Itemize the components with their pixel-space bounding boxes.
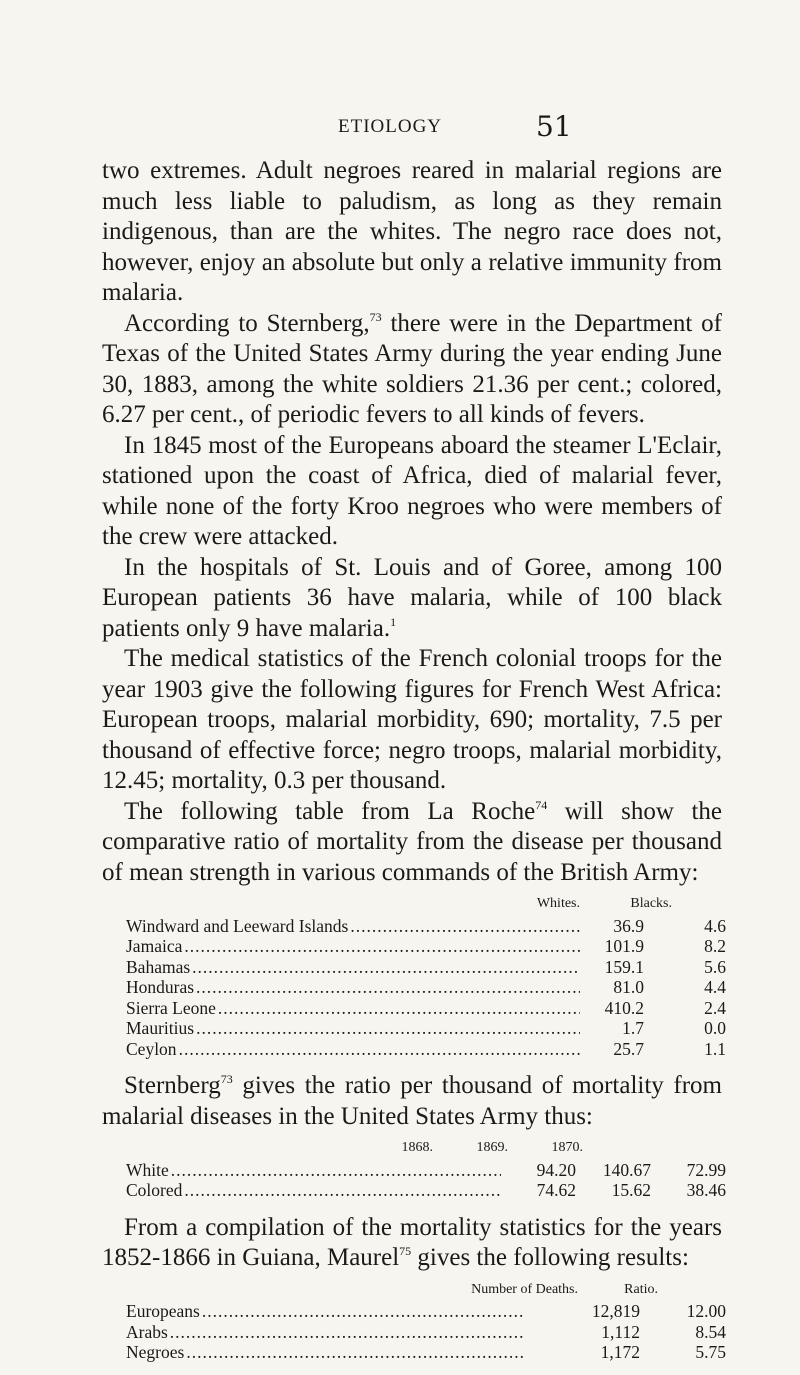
p8-text-a: From a compilation of the mortality statistics for the years 1852-1866 in Guiana, Maurel: [102, 1213, 722, 1271]
cell-whites: 1.7: [622, 1018, 644, 1038]
p4-text-a: In the hospitals of St. Louis and of Goree, among 100 European patients 36 have malaria, while of 100 black patients only 9 have malaria.: [102, 553, 722, 642]
row-label: Honduras: [126, 977, 195, 997]
table-british-army: [126, 894, 726, 1059]
row-label: Negroes: [126, 1342, 185, 1362]
paragraph-7: [102, 1071, 722, 1132]
column-header-1869: 1869.: [476, 1140, 508, 1155]
row-label: Colored: [126, 1180, 183, 1200]
page-number: 51: [536, 110, 572, 143]
cell-1868: 94.20: [536, 1159, 576, 1180]
footnote-ref: 73: [369, 309, 382, 324]
cell-deaths: 1,112: [601, 1321, 640, 1342]
footnote-ref: 1: [390, 614, 397, 629]
cell-blacks: 4.6: [704, 915, 726, 936]
footnote-ref: 75: [399, 1244, 412, 1258]
row-label: Mauritius: [126, 1018, 195, 1038]
row-label: White: [126, 1159, 169, 1180]
table-row: [126, 1180, 726, 1201]
cell-ratio: 5.75: [695, 1342, 726, 1362]
p2-text-b: there were in the Department of Texas of the United States Army during the year ending June 30, 1883, among the white soldiers 21.36 per cent.; colored, 6.27 per cent., of periodic fevers to all kinds of fevers.: [102, 309, 722, 428]
row-label: Ceylon: [126, 1038, 177, 1059]
p7-text-b: gives the ratio per thousand of mortality from malarial diseases in the United States Army thus:: [102, 1072, 722, 1130]
cell-blacks: 8.2: [704, 936, 726, 956]
table-header: [126, 894, 726, 915]
cell-whites: 25.7: [613, 1038, 644, 1059]
table-header: [126, 1280, 726, 1301]
cell-blacks: 4.4: [704, 977, 726, 997]
p6-text-b: will show the comparative ratio of mortality from the disease per thousand of mean strength in various commands of the British Army:: [102, 797, 723, 886]
table-row: [126, 1301, 726, 1322]
cell-1870: 38.46: [686, 1180, 726, 1200]
column-header-1868: 1868.: [401, 1140, 433, 1155]
cell-blacks: 1.1: [704, 1038, 726, 1059]
table-row: [126, 957, 726, 978]
cell-1869: 15.62: [611, 1180, 651, 1200]
cell-1869: 140.67: [602, 1159, 651, 1180]
table-header: [126, 1138, 726, 1159]
cell-deaths: 12,819: [591, 1301, 640, 1321]
table-row: [126, 1018, 726, 1039]
paragraph-5: The medical statistics of the French colonial troops for the year 1903 give the following figures for French West Africa: European troops, malarial morbidity, 690; mortality, 7.5 per thousand of effective force; negro troops, malarial morbidity, 12.45; mortality, 0.3 per thousand.: [102, 645, 722, 794]
column-header-ratio: Ratio.: [624, 1281, 658, 1297]
table-row: [126, 1039, 726, 1060]
table-row: [126, 1342, 726, 1363]
paragraph-1: two extremes. Adult negroes reared in malarial regions are much less liable to paludism, as long as they remain indigenous, than are the whites. The negro race does not, however, enjoy an absolute but only a relative immunity from malaria.: [102, 157, 722, 306]
table-row: [126, 936, 726, 957]
cell-whites: 81.0: [613, 977, 644, 997]
running-head: ETIOLOGY: [338, 116, 443, 137]
column-header-1870: 1870.: [551, 1140, 583, 1155]
cell-ratio: 12.00: [686, 1301, 726, 1321]
paragraph-2: [102, 309, 722, 431]
paragraph-3: In 1845 most of the Europeans aboard the steamer L'Eclair, stationed upon the coast of Africa, died of malarial fever, while none of the forty Kroo negroes who were members of the crew were attacked.: [102, 431, 722, 550]
table-us-army: [126, 1138, 726, 1201]
footnote-ref: 74: [535, 797, 548, 812]
table-row: [126, 1160, 726, 1181]
paragraph-4: [102, 553, 722, 645]
cell-blacks: 5.6: [704, 956, 726, 977]
cell-whites: 101.9: [604, 936, 644, 956]
column-header-blacks: Blacks.: [630, 896, 672, 911]
table-row: [126, 977, 726, 998]
cell-blacks: 0.0: [704, 1018, 726, 1038]
page-header: [0, 110, 800, 150]
cell-whites: 36.9: [613, 915, 644, 936]
row-label: Europeans: [126, 1301, 200, 1321]
p6-text-a: The following table from La Roche: [124, 797, 536, 825]
table-row: [126, 1322, 726, 1343]
row-label: Windward and Leeward Islands: [126, 915, 349, 936]
cell-blacks: 2.4: [704, 997, 726, 1018]
cell-whites: 159.1: [604, 956, 644, 977]
table-guiana: [126, 1280, 726, 1363]
row-label: Sierra Leone: [126, 997, 216, 1018]
p2-text-a: According to Sternberg,: [124, 309, 370, 337]
column-header-whites: Whites.: [536, 896, 580, 911]
table-row: [126, 998, 726, 1019]
cell-deaths: 1,172: [600, 1342, 640, 1362]
body-text: [102, 156, 726, 1375]
paragraph-6: [102, 797, 722, 889]
footnote-ref: 73: [220, 1072, 233, 1086]
cell-1870: 72.99: [686, 1159, 726, 1180]
row-label: Arabs: [126, 1321, 168, 1342]
row-label: Bahamas: [126, 956, 191, 977]
cell-whites: 410.2: [604, 997, 644, 1018]
row-label: Jamaica: [126, 936, 183, 956]
p7-text-a: Sternberg: [124, 1072, 221, 1099]
p8-text-b: gives the following results:: [411, 1244, 689, 1271]
paragraph-8: [102, 1213, 722, 1274]
cell-1868: 74.62: [536, 1180, 576, 1200]
table-row: [126, 916, 726, 937]
column-header-deaths: Number of Deaths.: [471, 1281, 578, 1297]
cell-ratio: 8.54: [695, 1321, 726, 1342]
